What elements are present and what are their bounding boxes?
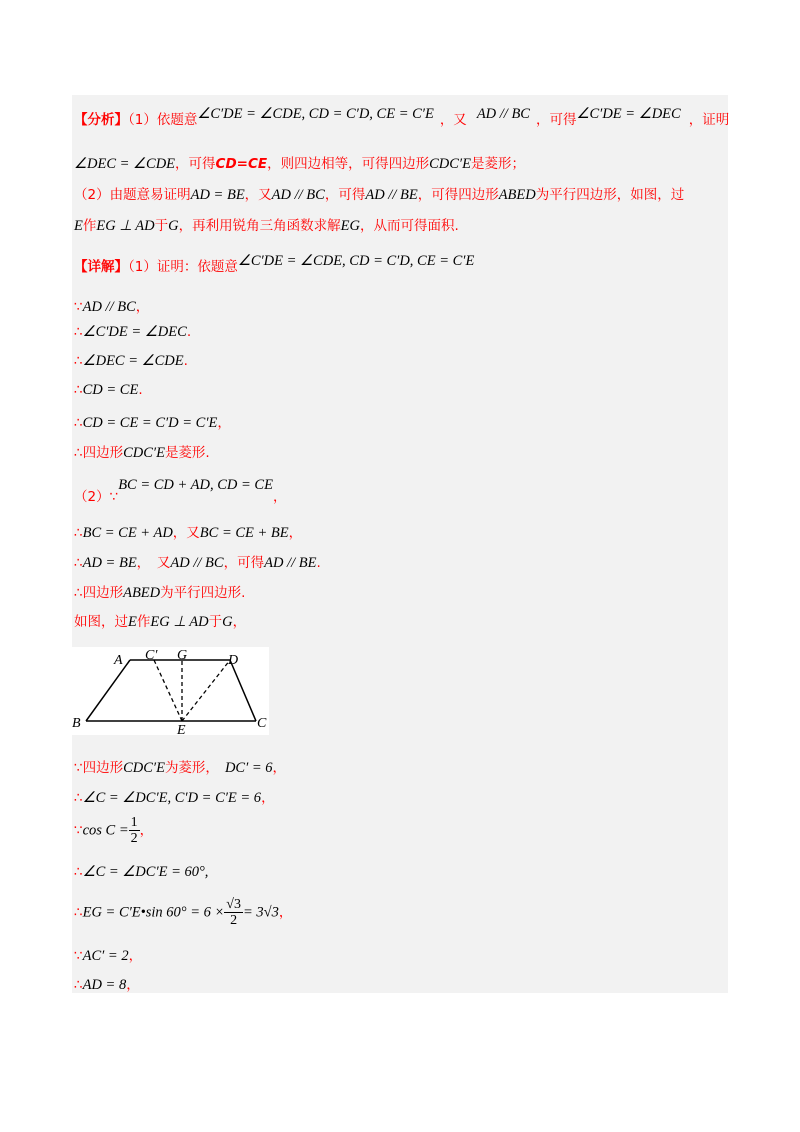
because-symbol: ∵ (74, 948, 83, 964)
math: AD // BC (170, 555, 224, 571)
math: AD // BC (476, 106, 530, 122)
geometry-figure (72, 647, 269, 735)
numerator: 1 (130, 815, 138, 830)
because-symbol: ∵ (74, 299, 83, 315)
text: ，则四边相等，可得四边形 (267, 156, 430, 172)
text: ，再利用锐角三角函数求解 (178, 218, 341, 234)
text: ，可得 (175, 156, 216, 172)
therefore-symbol: ∴ (74, 555, 83, 571)
math: CDC′E (123, 445, 165, 461)
math: EG (340, 218, 360, 234)
text: （1）证明：依题意 (128, 259, 238, 275)
fraction (224, 897, 243, 928)
text: ， (272, 489, 287, 505)
text: ，又 (439, 112, 467, 128)
math: AC′ = 2 (82, 948, 129, 964)
math: BC = CD + AD, CD = CE (118, 477, 273, 493)
denominator: 2 (230, 913, 238, 928)
numerator: √3 (226, 897, 241, 912)
label-b: B (72, 716, 81, 731)
text: ， (128, 948, 143, 964)
segment-ab (86, 660, 130, 721)
math: ∠DEC = ∠CDE (74, 156, 176, 172)
detail-step-3 (74, 353, 188, 370)
therefore-symbol: ∴ (74, 324, 83, 340)
analysis-header: 【分析】 (74, 112, 128, 128)
math: ∠C′DE = ∠CDE, CD = C′D, CE = C′E (237, 253, 475, 269)
label-c: C (257, 716, 267, 731)
detail-step-11 (74, 756, 286, 777)
math: AD // BE (264, 555, 317, 571)
math: ∠C = ∠DC′E = 60°, (82, 864, 209, 880)
math: AD // BE (365, 187, 418, 203)
label-a: A (114, 653, 123, 668)
therefore-symbol: ∴ (74, 864, 83, 880)
detail-step-17 (74, 973, 140, 994)
text: CD=CE (215, 156, 268, 172)
text: ， (135, 299, 150, 315)
detail-step-9 (74, 581, 245, 602)
detail-step-6 (74, 441, 210, 462)
detail-step-10 (74, 610, 246, 631)
analysis-line-1 (74, 108, 729, 129)
text: 是菱形. (164, 445, 210, 461)
math: AD // BC (271, 187, 325, 203)
text: . (186, 324, 192, 340)
text: 如图，过 (74, 614, 128, 630)
label-c-prime: C′ (145, 648, 158, 663)
analysis-line-3 (74, 183, 684, 204)
therefore-symbol: ∴ (74, 904, 83, 921)
detail-step-12 (74, 786, 275, 807)
math: E (74, 218, 83, 234)
math: CD = CE (82, 382, 139, 398)
math: cos C = (82, 822, 129, 839)
detail-part-2 (74, 477, 287, 506)
text: 作 (136, 614, 151, 630)
text: 于 (154, 218, 169, 234)
text: ， 又 (136, 555, 171, 571)
therefore-symbol: ∴ (74, 353, 83, 369)
text: . (138, 382, 143, 398)
therefore-symbol: ∴ (74, 585, 83, 601)
because-symbol: ∵ (74, 822, 83, 839)
text: ， (278, 904, 293, 921)
math: EG ⊥ AD (96, 218, 155, 234)
math: ∠DEC = ∠CDE (82, 353, 184, 369)
text: ，又 (172, 525, 200, 541)
therefore-symbol: ∴ (74, 382, 83, 398)
math: EG = C′E•sin 60° = 6 × (82, 904, 225, 921)
math: ∠C = ∠DC′E, C′D = C′E = 6 (82, 790, 262, 806)
analysis-line-4 (74, 214, 459, 235)
text: ， (139, 822, 154, 839)
label-e: E (177, 723, 186, 735)
segment-ed (182, 660, 230, 721)
math: CDC′E (123, 760, 165, 776)
detail-step-13 (74, 815, 153, 846)
text: 作 (82, 218, 97, 234)
text: ，可得 (324, 187, 366, 203)
detail-step-16 (74, 944, 142, 965)
detail-step-2 (74, 324, 191, 341)
therefore-symbol: ∴ (74, 977, 83, 993)
therefore-symbol: ∴ (74, 415, 83, 431)
because-symbol: ∵ (74, 760, 83, 776)
therefore-symbol: ∴ (74, 525, 83, 541)
detail-header: 【详解】 (74, 259, 128, 275)
text: ， (272, 760, 287, 776)
denominator: 2 (130, 831, 138, 846)
math: E (128, 614, 137, 630)
text: 为平行四边形. (160, 585, 246, 601)
therefore-symbol: ∴ (74, 790, 83, 806)
text: ，证明 (688, 112, 730, 128)
math: ∠C′DE = ∠CDE, CD = C′D, CE = C′E (197, 106, 434, 122)
math: AD = BE (190, 187, 245, 203)
text: . (316, 555, 321, 571)
detail-step-8 (74, 551, 321, 572)
label-d: D (228, 653, 239, 668)
math: G (168, 218, 179, 234)
text: 四边形 (82, 585, 124, 601)
detail-step-4 (74, 382, 143, 399)
math: EG ⊥ AD (150, 614, 209, 630)
text: ，可得 (535, 112, 577, 128)
trapezoid-diagram (72, 647, 269, 735)
segment-ec-prime (154, 660, 182, 721)
text: ， (217, 415, 231, 431)
math: BC = CE + AD (82, 525, 173, 541)
text: ，可得 (223, 555, 265, 571)
math: AD = 8 (82, 977, 127, 993)
text: 为平行四边形，如图，过 (535, 187, 685, 203)
math: ∠C′DE = ∠DEC (576, 106, 681, 122)
math: AD // BC (82, 299, 136, 315)
text: （1）依题意 (128, 112, 198, 128)
text: 是菱形； (470, 156, 525, 172)
text: . (183, 353, 188, 369)
math: BC = CE + BE (199, 525, 289, 541)
math: = 3√3 (242, 904, 279, 921)
detail-step-15 (74, 897, 292, 928)
math: CDC′E (429, 156, 471, 172)
math: DC′ = 6 (224, 760, 273, 776)
analysis-line-2 (74, 152, 525, 173)
math: G (222, 614, 233, 630)
detail-step-7 (74, 521, 302, 542)
text: （2）由题意易证明 (74, 187, 191, 203)
segment-dc (230, 660, 256, 721)
text: 为菱形， (164, 760, 219, 776)
text: ， (232, 614, 247, 630)
math: ABED (498, 187, 536, 203)
fraction (129, 815, 140, 846)
text: 四边形 (82, 445, 124, 461)
label-g: G (177, 648, 188, 663)
detail-step-14 (74, 864, 208, 881)
text: 于 (208, 614, 223, 630)
math: AD = BE (82, 555, 137, 571)
detail-step-1 (74, 295, 149, 316)
detail-line-1 (74, 255, 474, 276)
text: ，从而可得面积. (359, 218, 459, 234)
text: ， (261, 790, 275, 806)
text: ，可得四边形 (417, 187, 499, 203)
text: 四边形 (82, 760, 124, 776)
text: ，又 (244, 187, 272, 203)
text: （2）∵ (74, 489, 119, 505)
math: ∠C′DE = ∠DEC (82, 324, 187, 340)
math: ABED (123, 585, 161, 601)
math: CD = CE = C′D = C′E (82, 415, 218, 431)
text: ， (288, 525, 303, 541)
detail-step-5 (74, 411, 231, 432)
therefore-symbol: ∴ (74, 445, 83, 461)
text: ， (126, 977, 140, 993)
